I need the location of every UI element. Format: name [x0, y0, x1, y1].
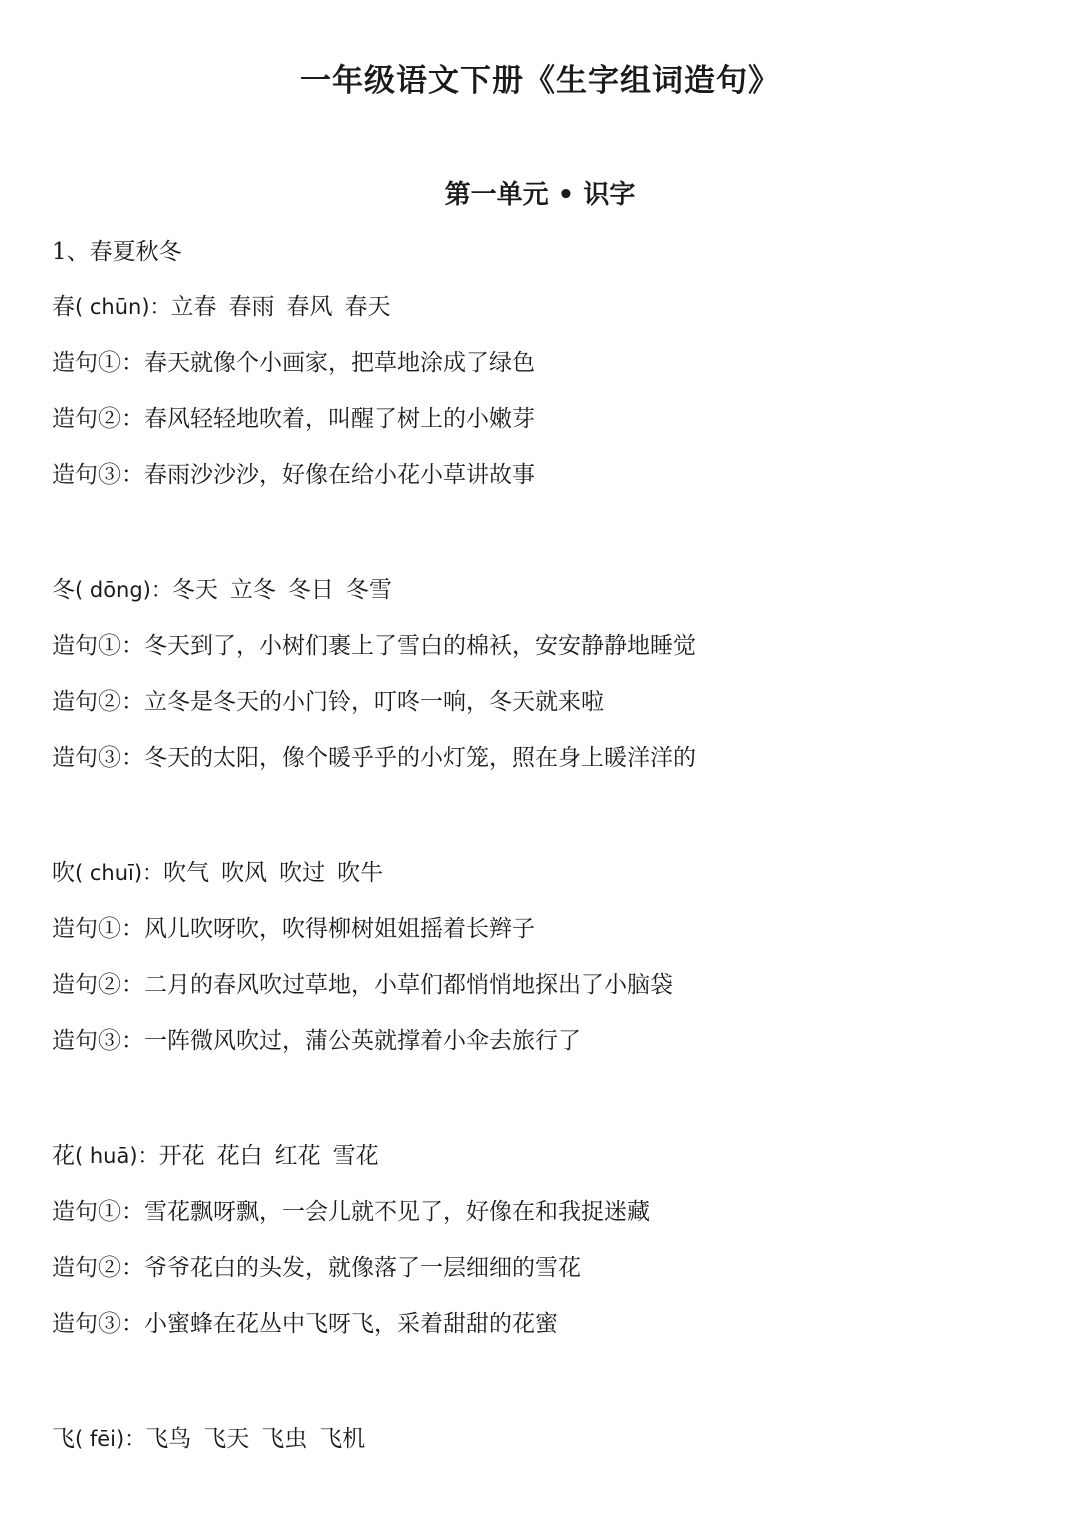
entry-words-line: [52, 1422, 377, 1456]
word: 飞虫: [261, 1426, 308, 1452]
sentence: 造句②：二月的春风吹过草地，小草们都悄悄地探出了小脑袋: [52, 972, 673, 998]
word: 开花: [158, 1143, 205, 1169]
entry-pinyin: ( fēi)：: [75, 1427, 146, 1451]
sentence: 造句①：风儿吹呀吹，吹得柳树姐姐摇着长辫子: [52, 916, 535, 942]
entry-pinyin: ( chūn)：: [75, 295, 171, 319]
sentence: 造句①：雪花飘呀飘，一会儿就不见了，好像在和我捉迷藏: [52, 1199, 650, 1225]
word: 春雨: [228, 294, 275, 320]
entry-words-line: [52, 290, 403, 324]
entry-pinyin: ( dōng)：: [75, 578, 172, 602]
word: 春风: [286, 294, 333, 320]
sentence: 造句③：春雨沙沙沙，好像在给小花小草讲故事: [52, 462, 535, 488]
sentence: 造句②：爷爷花白的头发，就像落了一层细细的雪花: [52, 1255, 581, 1281]
word: 雪花: [332, 1143, 379, 1169]
word: 吹过: [279, 860, 326, 886]
word: 冬天: [171, 577, 218, 603]
unit-heading: 第一单元 • 识字: [444, 180, 636, 210]
entry-pinyin: ( chuī)：: [75, 861, 164, 885]
word: 立春: [170, 294, 217, 320]
word: 立冬: [229, 577, 276, 603]
sentence: 造句③：小蜜蜂在花丛中飞呀飞，采着甜甜的花蜜: [52, 1311, 558, 1337]
sentence: 造句③：一阵微风吹过，蒲公英就撑着小伞去旅行了: [52, 1028, 581, 1054]
entry-char: 冬: [52, 577, 75, 603]
word: 吹牛: [337, 860, 384, 886]
word: 春天: [344, 294, 391, 320]
word: 红花: [274, 1143, 321, 1169]
entry-words-line: [52, 573, 404, 607]
entry-pinyin: ( huā)：: [75, 1144, 159, 1168]
sentence: 造句②：春风轻轻地吹着，叫醒了树上的小嫩芽: [52, 406, 535, 432]
word: 花白: [216, 1143, 263, 1169]
word: 飞天: [203, 1426, 250, 1452]
page-title: 一年级语文下册《生字组词造句》: [300, 63, 780, 99]
entry-char: 飞: [52, 1426, 75, 1452]
word: 飞机: [319, 1426, 366, 1452]
sentence: 造句①：春天就像个小画家，把草地涂成了绿色: [52, 350, 535, 376]
entry-char: 春: [52, 294, 75, 320]
sentence: 造句②：立冬是冬天的小门铃，叮咚一响，冬天就来啦: [52, 689, 604, 715]
sentence: 造句①：冬天到了，小树们裹上了雪白的棉袄，安安静静地睡觉: [52, 633, 696, 659]
entry-char: 花: [52, 1143, 75, 1169]
word: 冬雪: [345, 577, 392, 603]
word: 吹风: [221, 860, 268, 886]
entry-words-line: [52, 1139, 391, 1173]
word: 飞鸟: [145, 1426, 192, 1452]
sentence: 造句③：冬天的太阳，像个暖乎乎的小灯笼，照在身上暖洋洋的: [52, 745, 696, 771]
entry-words-line: [52, 856, 395, 890]
entry-char: 吹: [52, 860, 75, 886]
word: 吹气: [163, 860, 210, 886]
lesson-title: 1、春夏秋冬: [52, 239, 182, 265]
word: 冬日: [287, 577, 334, 603]
